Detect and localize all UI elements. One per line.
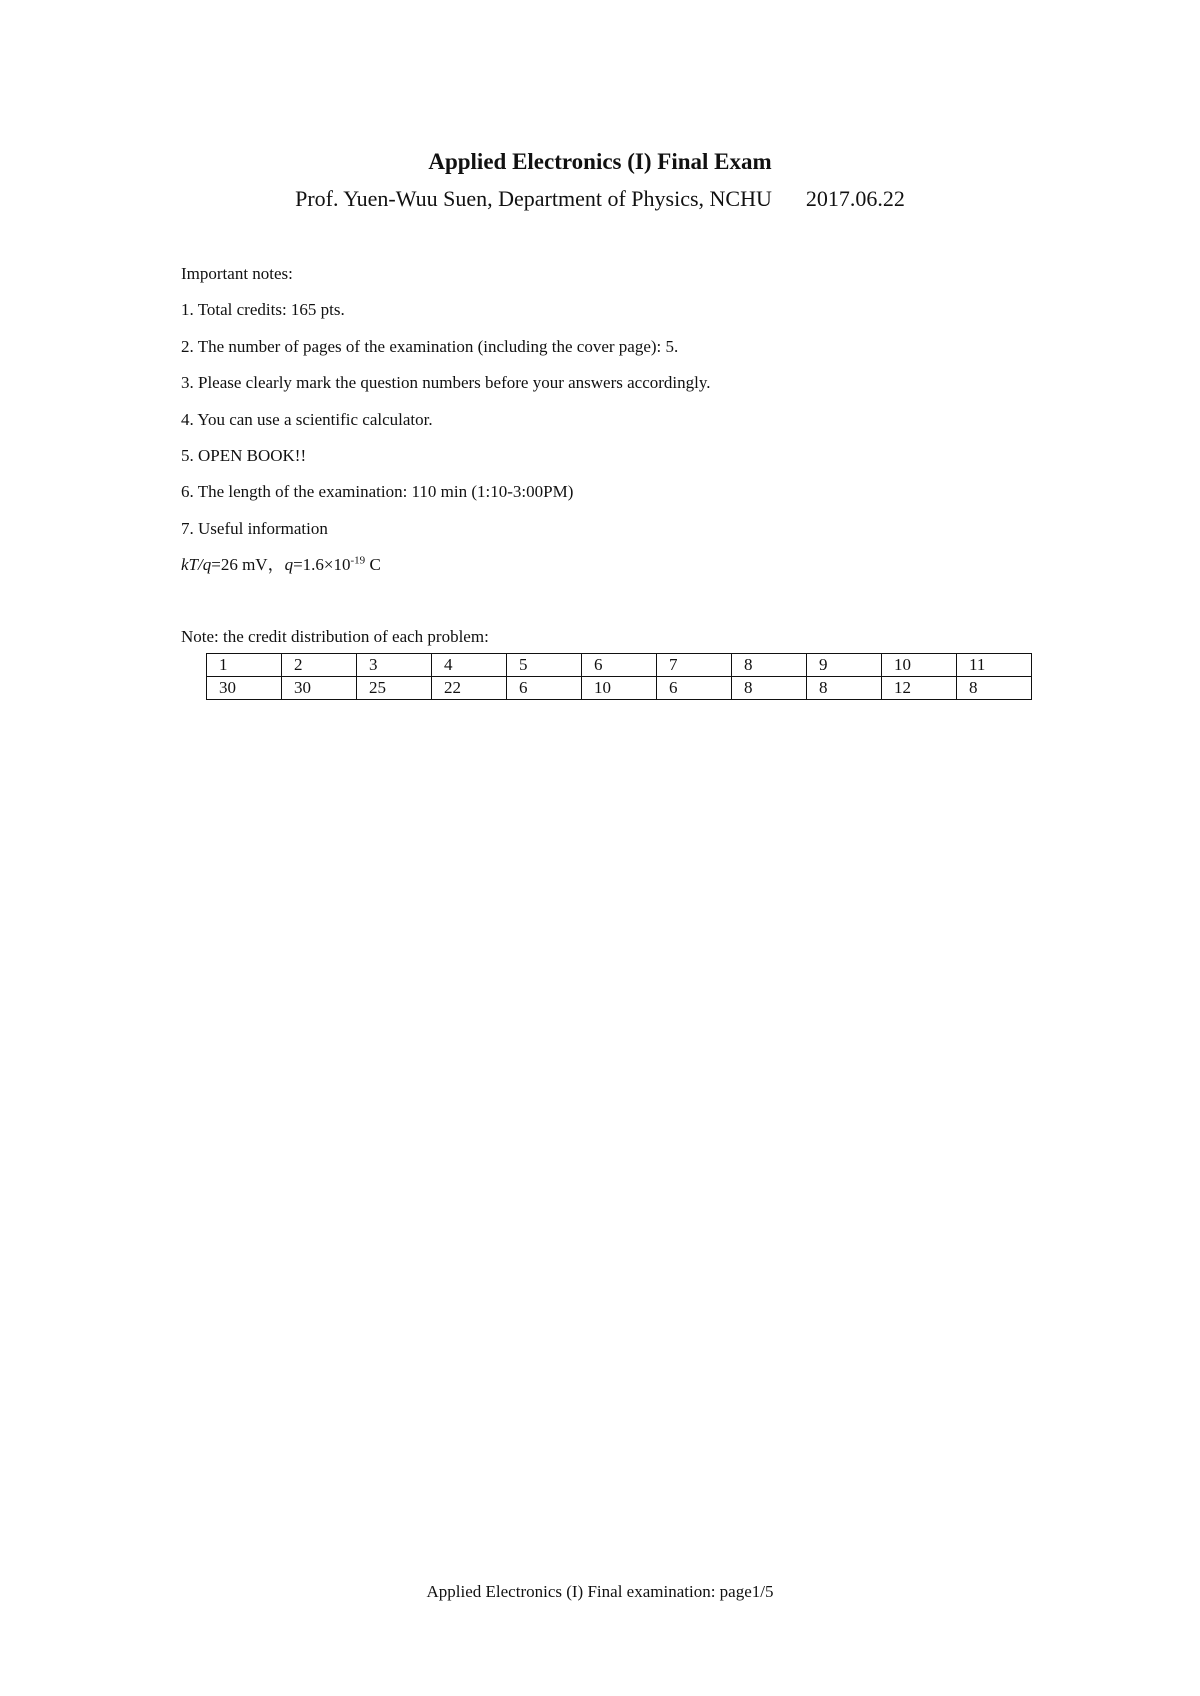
note-item-5: 5. OPEN BOOK!! <box>181 445 307 465</box>
author-line: Prof. Yuen-Wuu Suen, Department of Physics, NCHU <box>295 186 772 211</box>
note-item-1: 1. Total credits: 165 pts. <box>181 300 345 320</box>
formula-q: q <box>284 555 294 575</box>
problem-number-cell: 9 <box>807 654 882 677</box>
formula-kt-value: =26 mV <box>211 555 268 575</box>
problem-points-cell: 30 <box>207 677 282 700</box>
note-item-4: 4. You can use a scientific calculator. <box>181 409 433 429</box>
problem-number-cell: 6 <box>582 654 657 677</box>
problem-points-cell: 6 <box>657 677 732 700</box>
problem-points-cell: 12 <box>882 677 957 700</box>
formula-q-value: =1.6×10 <box>293 555 351 575</box>
problem-number-cell: 1 <box>207 654 282 677</box>
problem-points-cell: 8 <box>957 677 1032 700</box>
problem-points-cell: 22 <box>432 677 507 700</box>
note-item-2: 2. The number of pages of the examination (including the cover page): 5. <box>181 336 679 356</box>
problem-points-cell: 6 <box>507 677 582 700</box>
exam-subtitle <box>0 186 1200 212</box>
problem-number-cell: 3 <box>357 654 432 677</box>
formula-kt-q: kT/q <box>181 555 212 575</box>
problem-number-cell: 10 <box>882 654 957 677</box>
problem-number-cell: 5 <box>507 654 582 677</box>
formula-separator: ， <box>267 555 285 575</box>
note-item-3: 3. Please clearly mark the question numbers before your answers accordingly. <box>181 373 711 393</box>
credit-distribution-label: Note: the credit distribution of each problem: <box>181 627 489 646</box>
formula-unit: C <box>365 555 381 575</box>
problem-points-cell: 25 <box>357 677 432 700</box>
problem-number-cell: 7 <box>657 654 732 677</box>
problem-points-row <box>207 677 1032 700</box>
useful-formula <box>181 553 1081 589</box>
problem-number-cell: 2 <box>282 654 357 677</box>
note-item-7: 7. Useful information <box>181 518 328 538</box>
credit-distribution-table <box>206 653 1032 700</box>
exam-title: Applied Electronics (I) Final Exam <box>428 149 772 174</box>
formula-exponent: -19 <box>350 554 366 567</box>
problem-number-cell: 8 <box>732 654 807 677</box>
problem-points-cell: 10 <box>582 677 657 700</box>
problem-points-cell: 8 <box>807 677 882 700</box>
problem-number-cell: 11 <box>957 654 1032 677</box>
important-notes <box>181 262 1081 590</box>
notes-heading: Important notes: <box>181 264 293 283</box>
exam-date: 2017.06.22 <box>805 186 905 211</box>
problem-number-row <box>207 654 1032 677</box>
problem-points-cell: 30 <box>282 677 357 700</box>
page-footer: Applied Electronics (I) Final examination: page1/5 <box>426 1582 774 1601</box>
problem-number-cell: 4 <box>432 654 507 677</box>
problem-points-cell: 8 <box>732 677 807 700</box>
note-item-6: 6. The length of the examination: 110 min (1:10-3:00PM) <box>181 482 574 502</box>
